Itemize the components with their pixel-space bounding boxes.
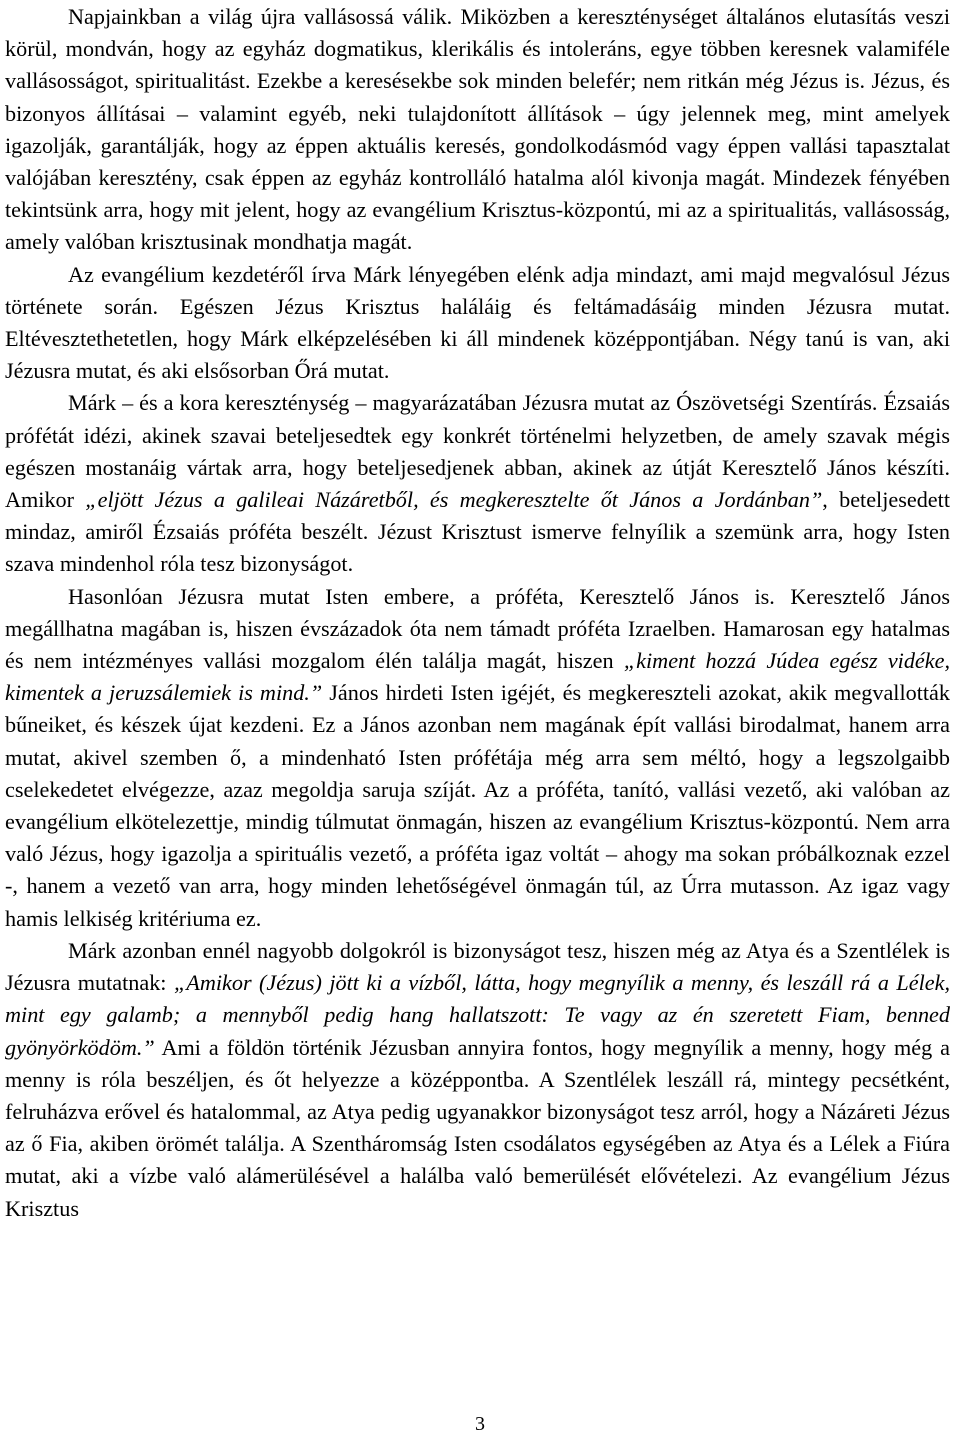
quotation: „Amikor (Jézus) jött ki a vízből, látta, hogy megnyílik a menny, és leszáll rá a Lélek, mint egy galamb; a mennyből pedig hang hallatszott: Te vagy az én szeretett Fiam, benned gyönyörködöm.” (5, 970, 950, 1060)
text-run: Napjainkban a világ újra vallásossá válik. Miközben a kereszténységet általános elutasítás veszi körül, mondván, hogy az egyház dogmatikus, klerikális és intoleráns, egye többen keresnek valamiféle vallásosságot, spiritualitást. Ezekbe a keresésekbe sok minden belefér; nem ritkán még Jézus is. Jézus, és bizonyos állításai – valamint egyéb, neki tulajdonított állítások – úgy jelennek meg, mint amelyek igazolják, garantálják, hogy az éppen aktuális keresés, gondolkodásmód vagy éppen vallási tapasztalat valójában keresztény, csak éppen az egyház kontrolláló hatalma alól kivonja magát. Mindezek fényében tekintsünk arra, hogy mit jelent, hogy az evangélium Krisztus-központú, mi az a spiritualitás, vallásosság, amely valóban krisztusinak mondhatja magát. (5, 4, 950, 255)
page-number: 3 (475, 1413, 485, 1435)
text-run: Ami a földön történik Jézusban annyira fontos, hogy megnyílik a menny, hogy még a menny is róla beszéljen, és őt helyezze a középpontba. A Szentlélek leszáll rá, mintegy pecsétként, felruházva erővel és hatalommal, az Atya pedig ugyanakkor bizonyságot tesz arról, hogy a Názáreti Jézus az ő Fia, akiben örömét találja. A Szentháromság Isten csodálatos egységében az Atya és a Lélek a Fiúra mutat, aki a vízbe való alámerülésével a halálba való bemerülését elővételezi. Az evangélium Jézus Krisztus (5, 1034, 950, 1221)
quotation: „eljött Jézus a galileai Názáretből, és megkeresztelte őt János a Jordánban” (85, 487, 823, 513)
paragraph-1 (5, 1, 950, 259)
paragraph-2 (5, 259, 950, 388)
text-run: , beteljesedett mindaz, amiről Ézsaiás próféta beszélt. Jézust Krisztust ismerve felnyílik a szemünk arra, hogy Isten szava mindenhol róla tesz bizonyságot. (5, 487, 950, 577)
paragraph-4 (5, 581, 950, 935)
text-run: János hirdeti Isten igéjét, és megkereszteli azokat, akik megvallották bűneiket, és készek újat kezdeni. Ez a János azonban nem magának épít vallási birodalmat, hanem arra mutat, akivel szemben ő, a mindenható Isten prófétája még arra sem méltó, hogy a legszolgaibb cselekedetet elvégezze, azaz megoldja saruja szíját. Az a próféta, tanító, vallási vezető, aki valóban az evangélium elkötelezettje, mindig túlmutat önmagán, hiszen az evangélium Krisztus-központú. Nem arra való Jézus, hogy igazolja a spirituális vezető, a próféta igaz voltát – ahogy ma sokan próbálkoznak ezzel -, hanem a vezető van arra, hogy minden lehetőségével önmagán túl, az Úrra mutasson. Az igaz vagy hamis lelkiség kritériuma ez. (5, 680, 950, 931)
text-run: Az evangélium kezdetéről írva Márk lényegében elénk adja mindazt, ami majd megvalósul Jézus története során. Egészen Jézus Krisztus haláláig és feltámadásáig minden Jézusra mutat. Eltévesztethetetlen, hogy Márk elképzelésében ki áll mindenek középpontjában. Négy tanú is van, aki Jézusra mutat, és aki elsősorban Őrá mutat. (5, 261, 950, 384)
page-body (5, 0, 950, 1225)
quotation: „kiment hozzá Júdea egész vidéke, kimentek a jeruzsálemiek is mind.” (5, 648, 951, 706)
text-run: Hasonlóan Jézusra mutat Isten embere, a próféta, Keresztelő János is. Keresztelő János megállhatna magában is, hiszen évszázadok óta nem támadt próféta Izraelben. Hamarosan egy hatalmas és nem intézményes vallási mozgalom élén találja magát, hiszen (5, 583, 950, 674)
text-run: Márk azonban ennél nagyobb dolgokról is bizonyságot tesz, hiszen még az Atya és a Szentlélek is Jézusra mutatnak: (5, 937, 950, 996)
paragraph-5 (5, 935, 950, 1225)
paragraph-3 (5, 387, 950, 580)
text-run: Márk – és a kora kereszténység – magyarázatában Jézusra mutat az Ószövetségi Szentírás. Ézsaiás prófétát idézi, akinek szavai beteljesedtek egy konkrét történelmi helyzetben, de amely szavak mégis egészen mostanáig vártak arra, hogy beteljesedjenek abban, akinek az útját Keresztelő János készíti. Amikor (5, 390, 950, 513)
